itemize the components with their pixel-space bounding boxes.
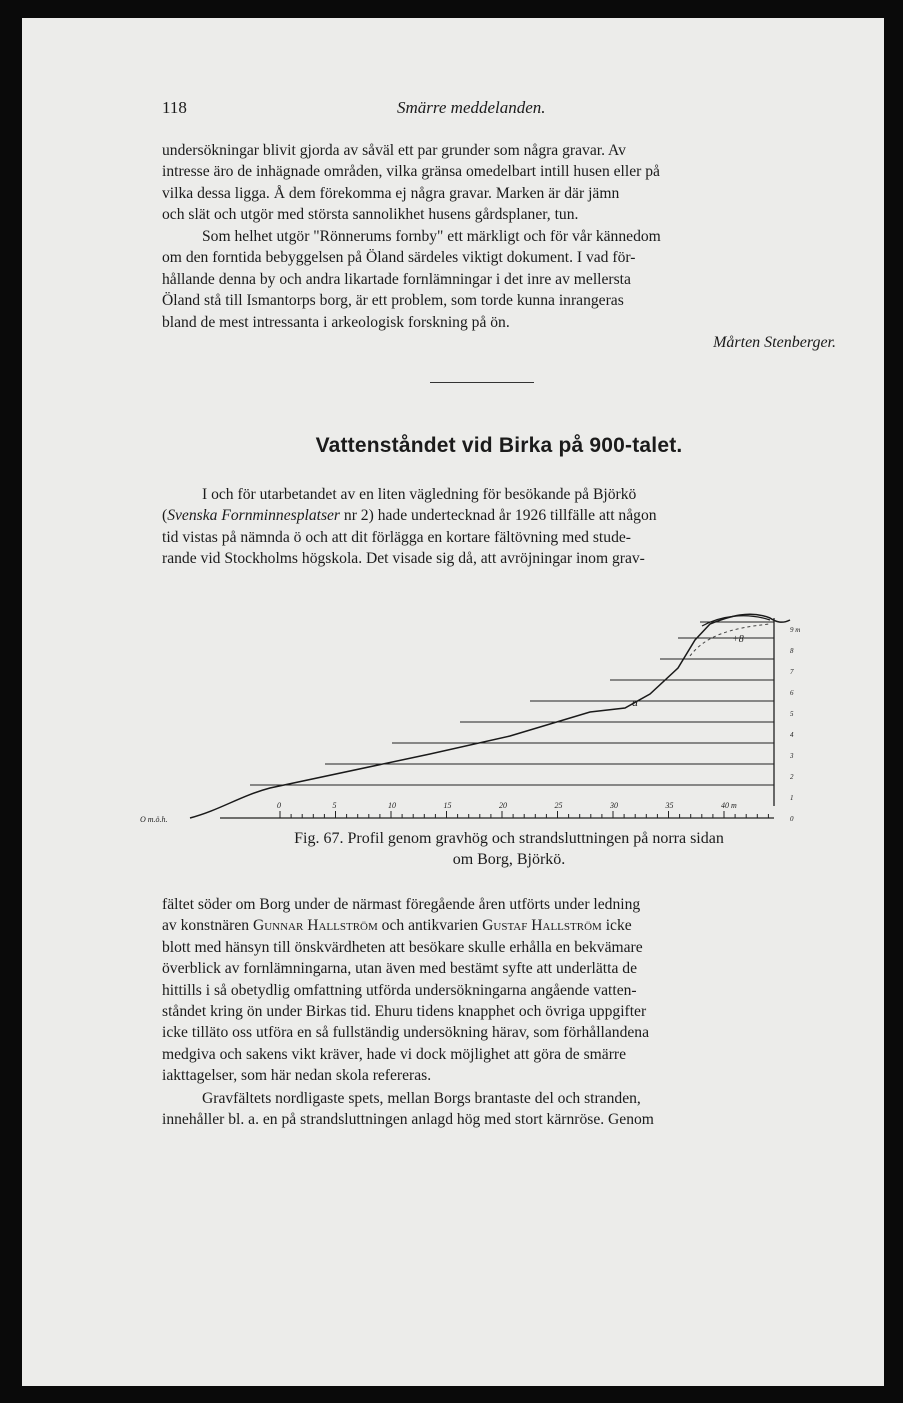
text-line: innehåller bl. a. en på strandsluttningen anlagd hög med stort kärnröse. Genom (162, 1111, 654, 1129)
page-number: 118 (162, 98, 187, 117)
sea-level-label: O m.ö.h. (140, 815, 168, 824)
text-line: och slät och utgör med största sannolikhet husens gårdsplaner, tun. (162, 206, 579, 224)
x-tick-label: 20 (499, 801, 507, 810)
point-label-b: +8 (732, 634, 744, 645)
text-line: Öland stå till Ismantorps borg, är ett problem, som torde kunna inrangeras (162, 292, 624, 310)
text-line: fältet söder om Borg under de närmast föregående åren utförts under ledning (162, 896, 641, 913)
section-divider (430, 382, 534, 383)
x-tick-label: 30 (610, 801, 618, 810)
text-line: ståndet kring ön under Birkas tid. Ehuru tidens knapphet och övriga uppgifter (162, 1003, 647, 1021)
y-tick-label: 4 (790, 731, 794, 739)
text-line: vilka dessa ligga. Å dem förekomma ej några gravar. Marken är där jämn (162, 184, 620, 202)
x-tick-label: 15 (443, 801, 452, 810)
text-line: Som helhet utgör "Rönnerums fornby" ett märkligt och för vår kännedom (202, 228, 661, 245)
text-line (162, 915, 836, 936)
book-page (22, 18, 884, 1386)
y-tick-label: 2 (790, 773, 794, 781)
profile-figure (130, 596, 830, 826)
y-tick-label: 6 (790, 689, 794, 697)
x-tick-label: 5 (332, 801, 337, 810)
text-line: tid vistas på nämnda ö och att dit förlägga en kortare fältövning med stude- (162, 528, 631, 546)
text-line: hittills i så obetydlig omfattning utförda undersökningarna angående vatten- (162, 981, 637, 999)
x-tick-label: 10 (388, 801, 396, 810)
author-signature: Mårten Stenberger. (713, 334, 836, 351)
text-fragment: av konstnären (162, 917, 253, 935)
running-title: Smärre meddelanden. (397, 98, 546, 117)
text-line: (Svenska Fornminnesplatser nr 2) hade undertecknad år 1926 tillfälle att någon (162, 507, 657, 525)
y-tick-label: 7 (790, 668, 794, 676)
text-line: intresse äro de inhägnade områden, vilka gränsa omedelbart intill husen eller på (162, 163, 660, 181)
y-tick-label: 1 (790, 794, 794, 802)
text-line: bland de mest intressanta i arkeologisk forskning på ön. (162, 313, 510, 331)
text-line: I och för utarbetandet av en liten vägledning för besökande på Björkö (202, 486, 637, 503)
person-name: Gunnar Hallström (252, 917, 378, 935)
y-tick-label: 9 m (790, 626, 801, 634)
y-tick-label: 8 (790, 647, 794, 655)
intro-paragraph-1 (162, 140, 836, 226)
text-line: undersökningar blivit gjorda av såväl ett par grunder som några gravar. Av (162, 142, 626, 159)
point-label-a: a (632, 695, 638, 709)
person-name: Gustaf Hallström (482, 917, 602, 935)
y-tick-label: 5 (790, 710, 794, 718)
y-tick-label: 3 (790, 752, 794, 760)
article-paragraph-1 (162, 484, 836, 570)
x-tick-label: 0 (277, 801, 281, 810)
text-line: icke tilläto oss utföra en så fullständig undersökning härav, som förhållandena (162, 1024, 650, 1042)
article-paragraph-2 (162, 894, 836, 1087)
ruler-ticks (280, 811, 768, 818)
intro-paragraph-2 (162, 226, 836, 333)
text-line: blott med hänsyn till önskvärdheten att besökare skulle erhålla en bekvämare (162, 938, 643, 956)
x-tick-label: 40 m (721, 801, 737, 810)
text-fragment: icke (601, 917, 632, 935)
text-line: rande vid Stockholms högskola. Det visade sig då, att avröjningar inom grav- (162, 550, 645, 568)
ground-profile-line (190, 614, 790, 818)
article-paragraph-3 (162, 1088, 836, 1131)
y-tick-labels (789, 626, 800, 823)
text-line: Gravfältets nordligaste spets, mellan Borgs brantaste del och stranden, (202, 1090, 641, 1107)
caption-line-1: Fig. 67. Profil genom gravhög och strandsluttningen på norra sidan (294, 830, 724, 847)
cairn-dashed-line (690, 624, 770, 656)
x-tick-label: 25 (554, 801, 563, 810)
y-tick-label: 0 (790, 815, 794, 823)
x-tick-label: 35 (665, 801, 674, 810)
x-tick-labels (277, 801, 737, 810)
text-fragment: och antikvarien (377, 917, 483, 935)
publication-title: Svenska Fornminnesplatser (167, 507, 341, 525)
text-line: iakttagelser, som här nedan skola refereras. (162, 1067, 432, 1085)
figure-caption (182, 828, 836, 870)
text-line: medgiva och sakens vikt kräver, hade vi dock möjlighet att göra de smärre (162, 1045, 627, 1063)
text-line: om den forntida bebyggelsen på Öland särdeles viktigt dokument. I vad för- (162, 249, 636, 267)
text-line: hållande denna by och andra likartade fornlämningar i det inre av mellersta (162, 270, 631, 288)
article-title: Vattenståndet vid Birka på 900-talet. (315, 434, 683, 457)
grave-mound-outline (702, 616, 770, 626)
caption-line-2: om Borg, Björkö. (452, 851, 566, 868)
level-lines (250, 622, 774, 785)
text-line: överblick av fornlämningarna, utan även med bestämt syfte att underlätta de (162, 960, 638, 978)
